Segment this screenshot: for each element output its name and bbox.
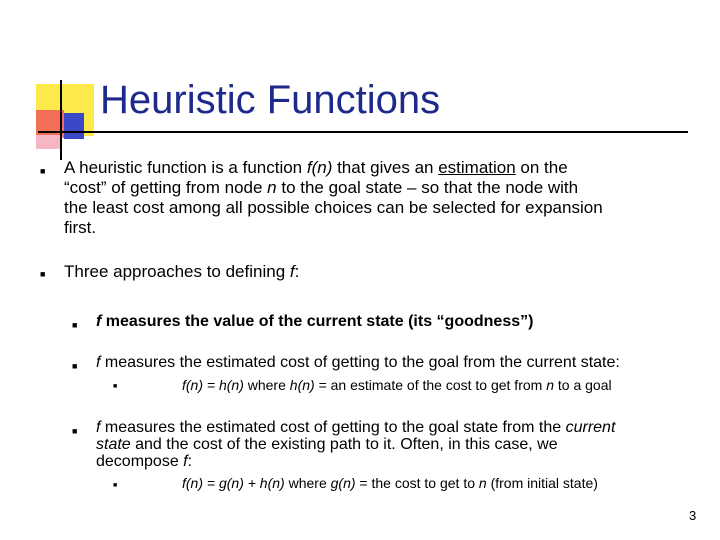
deco-pink-square: [36, 135, 60, 149]
slide-title: Heuristic Functions: [100, 78, 441, 122]
square-bullet-icon: ■: [72, 361, 78, 371]
deco-blue-square: [64, 113, 84, 139]
page-number: 3: [689, 508, 697, 523]
sub-bullet-2-text: f measures the estimated cost of getting to the goal from the current state:: [96, 354, 620, 371]
bullet-1-line-3: the least cost among all possible choices can be selected for expansion: [64, 198, 603, 217]
sub-bullet-3-line-2: state and the cost of the existing path to it. Often, in this case, we: [96, 436, 558, 453]
bullet-1-line-4: first.: [64, 218, 97, 237]
square-bullet-icon: ■: [40, 166, 46, 176]
sub-bullet-3-line-3: decompose f:: [96, 453, 193, 470]
square-bullet-icon: ■: [72, 320, 78, 330]
bullet-2-text: Three approaches to defining f:: [64, 262, 300, 281]
bullet-1-line-1: A heuristic function is a function f(n) that gives an estimation on the: [64, 158, 568, 177]
deco-vertical-line: [60, 80, 62, 160]
title-underline: [38, 131, 688, 133]
sub-bullet-3a-text: f(n) = g(n) + h(n) where g(n) = the cost to get to n (from initial state): [182, 475, 598, 491]
sub-bullet-3-line-1: f measures the estimated cost of getting to the goal state from the current: [96, 419, 616, 436]
sub-bullet-2a-text: f(n) = h(n) where h(n) = an estimate of the cost to get from n to a goal: [182, 377, 612, 393]
square-bullet-icon: ■: [113, 482, 118, 489]
square-bullet-icon: ■: [113, 383, 118, 390]
square-bullet-icon: ■: [40, 269, 46, 279]
square-bullet-icon: ■: [72, 426, 78, 436]
bullet-1-line-2: “cost” of getting from node n to the goal state – so that the node with: [64, 178, 579, 197]
sub-bullet-1-text: f measures the value of the current state (its “goodness”): [96, 313, 534, 330]
